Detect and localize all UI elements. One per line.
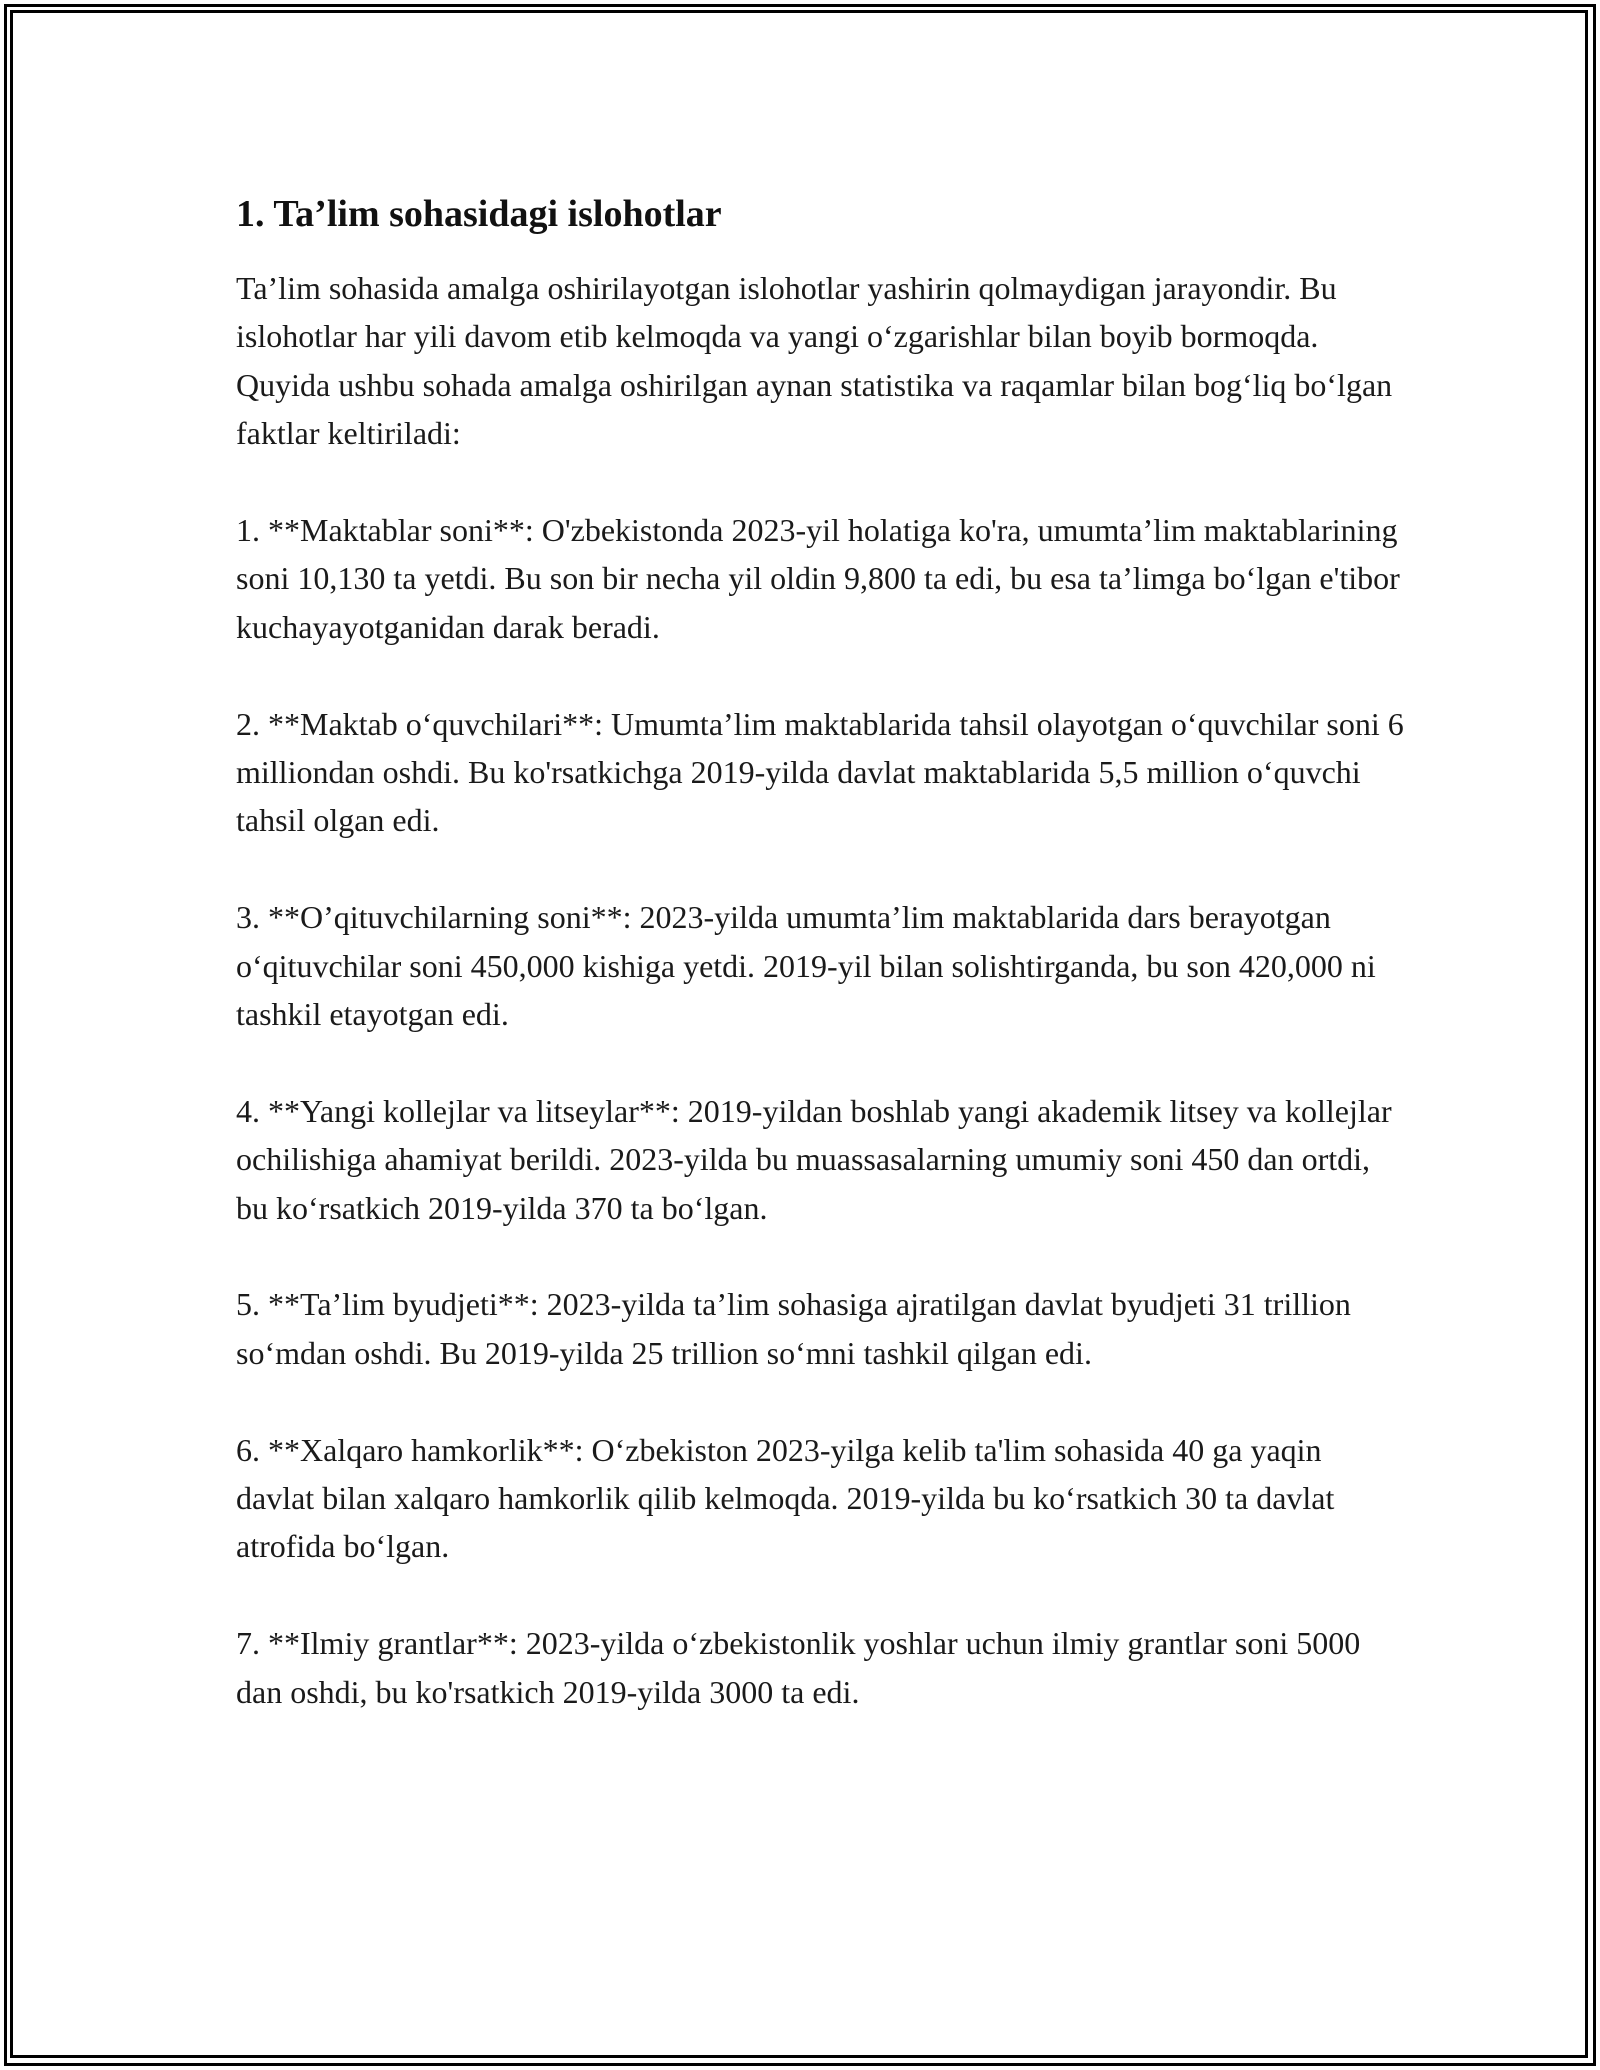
section-heading: 1. Ta’lim sohasidagi islohotlar — [236, 193, 722, 235]
fact-colleges-lyceums: 4. **Yangi kollejlar va litseylar**: 2019-yildan boshlab yangi akademik litsey va kollejlar ochilishiga ahamiyat berildi. 2023-yilda bu muassasalarning umumiy soni 450 dan ortdi, bu ko‘rsatkich 2019-yilda 370 ta bo‘lgan. — [236, 1092, 1392, 1226]
fact-scientific-grants: 7. **Ilmiy grantlar**: 2023-yilda o‘zbekistonlik yoshlar uchun ilmiy grantlar soni 5000 dan oshdi, bu ko'rsatkich 2019-yilda 3000 ta edi. — [236, 1625, 1361, 1710]
intro-paragraph: Ta’lim sohasida amalga oshirilayotgan islohotlar yashirin qolmaydigan jarayondir. Bu islohotlar har yili davom etib kelmoqda va yangi o‘zgarishlar bilan boyib bormoqda. Quyida ushbu sohada amalga oshirilgan aynan statistika va raqamlar bilan bog‘liq bo‘lgan faktlar keltiriladi: — [236, 270, 1393, 452]
document-body — [236, 186, 1406, 1764]
fact-education-budget: 5. **Ta’lim byudjeti**: 2023-yilda ta’lim sohasiga ajratilgan davlat byudjeti 31 trillion so‘mdan oshdi. Bu 2019-yilda 25 trillion so‘mni tashkil qilgan edi. — [236, 1286, 1351, 1371]
fact-schools-count: 1. **Maktablar soni**: O'zbekistonda 2023-yil holatiga ko'ra, umumta’lim maktablarining soni 10,130 ta yetdi. Bu son bir necha yil oldin 9,800 ta edi, bu esa ta’limga bo‘lgan e'tibor kuchayayotganidan darak beradi. — [236, 512, 1400, 645]
fact-international-cooperation: 6. **Xalqaro hamkorlik**: O‘zbekiston 2023-yilga kelib ta'lim sohasida 40 ga yaqin davlat bilan xalqaro hamkorlik qilib kelmoqda. 2019-yilda bu ko‘rsatkich 30 ta davlat atrofida bo‘lgan. — [236, 1431, 1335, 1565]
fact-students-count: 2. **Maktab o‘quvchilari**: Umumta’lim maktablarida tahsil olayotgan o‘quvchilar soni 6 milliondan oshdi. Bu ko'rsatkichga 2019-yilda davlat maktablarida 5,5 million o‘quvchi tahsil olgan edi. — [236, 705, 1404, 839]
fact-teachers-count: 3. **O’qituvchilarning soni**: 2023-yilda umumta’lim maktablarida dars berayotgan o‘qituvchilar soni 450,000 kishiga yetdi. 2019-yil bilan solishtirganda, bu son 420,000 ni tashkil etayotgan edi. — [236, 899, 1376, 1033]
